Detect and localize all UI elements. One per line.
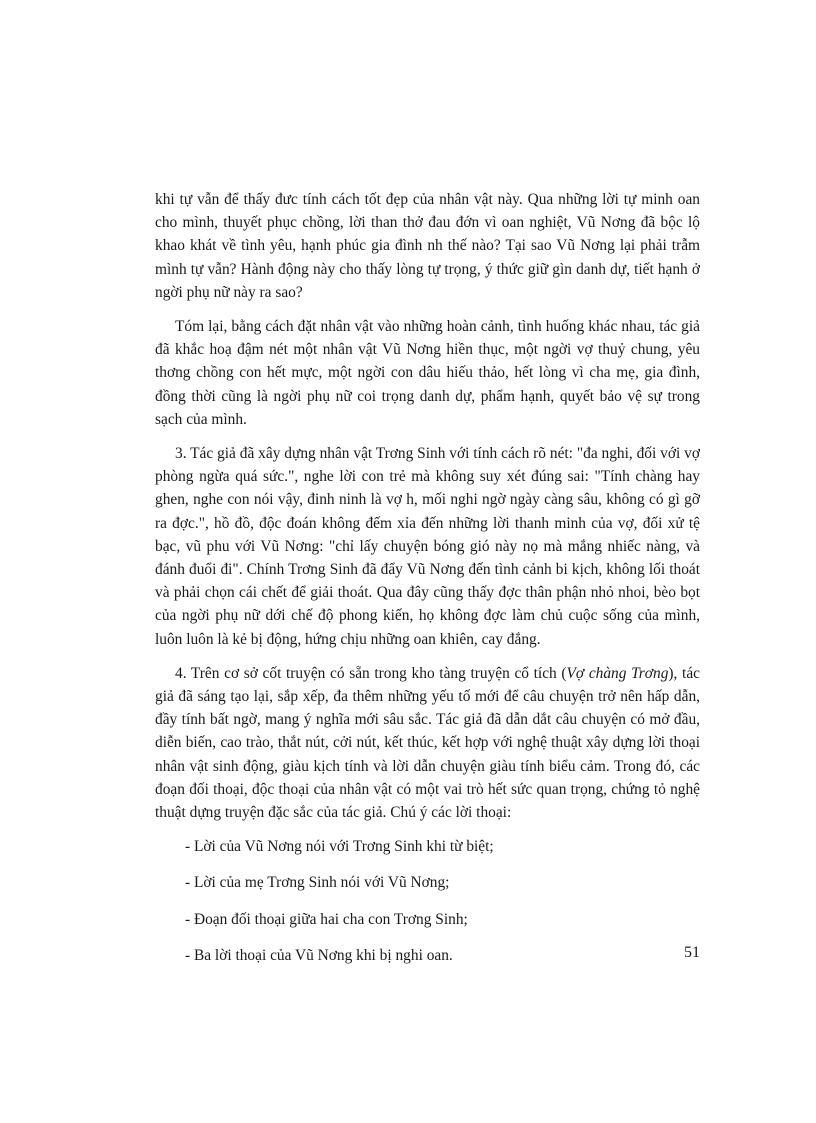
- list-item: - Lời của mẹ Trơng Sinh nói với Vũ Nơng;: [185, 874, 450, 892]
- list-item: - Lời của Vũ Nơng nói với Trơng Sinh khi từ biệt;: [185, 838, 494, 856]
- page-number: 51: [684, 944, 700, 961]
- paragraph-2: Tóm lại, bằng cách đặt nhân vật vào những hoàn cảnh, tình huống khác nhau, tác giả đã khắc hoạ đậm nét một nhân vật Vũ Nơng hiền thục, một ngời vợ thuỷ chung, yêu thơng chồng con hết mực, một ngời con dâu hiếu thảo, hết lòng vì cha mẹ, gia đình, đồng thời cũng là ngời phụ nữ coi trọng danh dự, phẩm hạnh, quyết bảo vệ sự trong sạch của mình.: [155, 318, 700, 428]
- paragraph-4-body: ), tác giả đã sáng tạo lại, sắp xếp, đa thêm những yếu tố mới để câu chuyện trở nên hấp dẫn, đầy tính bất ngờ, mang ý nghĩa mới sâu sắc. Tác giả đã dẫn dắt câu chuyện có mở đầu, diễn biến, cao trào, thắt nút, cởi nút, kết thúc, kết hợp với nghệ thuật xây dựng lời thoại nhân vật sinh động, giàu kịch tính và lời dẫn chuyện giàu tính biểu cảm. Trong đó, các đoạn đối thoại, độc thoại của nhân vật có một vai trò hết sức quan trọng, chứng tỏ nghệ thuật dựng truyện đặc sắc của tác giả. Chú ý các lời thoại:: [155, 664, 700, 822]
- paragraph-4: [155, 662, 700, 824]
- paragraph-4-intro: 4. Trên cơ sở cốt truyện có sẵn trong kho tàng truyện cổ tích (: [175, 664, 567, 682]
- body-text: [155, 188, 700, 980]
- paragraph-1: khi tự vẫn để thấy đưc tính cách tốt đẹp của nhân vật này. Qua những lời tự minh oan cho mình, thuyết phục chồng, lời than thở đau đớn vì oan nghiệt, Vũ Nơng đã bộc lộ khao khát về tình yêu, hạnh phúc gia đình nh thế nào? Tại sao Vũ Nơng lại phải trẫm mình tự vẫn? Hành động này cho thấy lòng tự trọng, ý thức giữ gìn danh dự, tiết hạnh ở ngời phụ nữ này ra sao?: [155, 191, 700, 301]
- list-item: - Đoạn đối thoại giữa hai cha con Trơng Sinh;: [185, 910, 468, 928]
- paragraph-3: 3. Tác giả đã xây dựng nhân vật Trơng Sinh với tính cách rõ nét: "đa nghi, đối với vợ phòng ngừa quá sức.", nghe lời con trẻ mà không suy xét đúng sai: "Tính chàng hay ghen, nghe con nói vậy, đinh ninh là vợ h, mối nghi ngờ ngày càng sâu, không có gì gỡ ra đợc.", hồ đồ, độc đoán không đếm xỉa đến những lời thanh minh của vợ, đối xử tệ bạc, vũ phu với Vũ Nơng: "chỉ lấy chuyện bóng gió này nọ mà mắng nhiếc nàng, và đánh đuổi đi". Chính Trơng Sinh đã đẩy Vũ Nơng đến tình cảnh bi kịch, không lối thoát và phải chọn cái chết để giải thoát. Qua đây cũng thấy đợc thân phận nhỏ nhoi, bèo bọt của ngời phụ nữ dới chế độ phong kiến, họ không đợc làm chủ cuộc sống của mình, luôn luôn là kẻ bị động, hứng chịu những oan khiên, cay đắng.: [155, 445, 700, 648]
- list-item: - Ba lời thoại của Vũ Nơng khi bị nghi oan.: [185, 946, 453, 964]
- story-title: Vợ chàng Trơng: [566, 664, 669, 682]
